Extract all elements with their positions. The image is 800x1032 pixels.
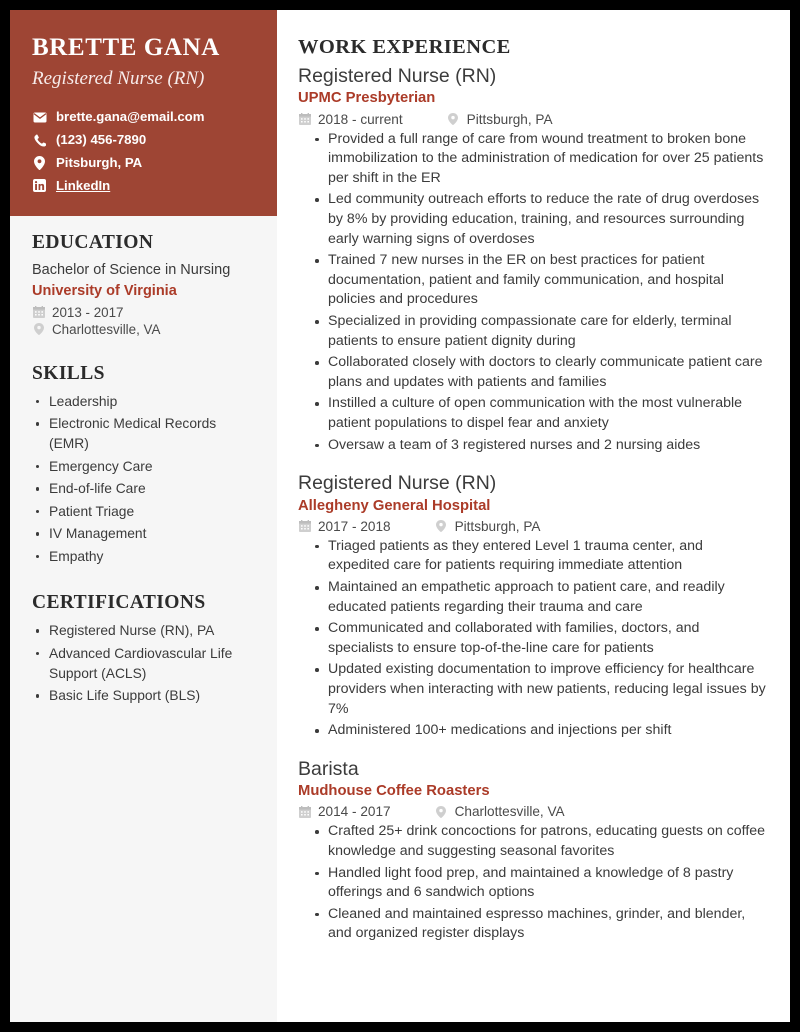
location-pin-icon: [435, 806, 448, 818]
calendar-icon: [298, 520, 311, 532]
contact-linkedin[interactable]: [32, 177, 255, 195]
job-organization: Allegheny General Hospital: [298, 497, 491, 514]
job-location-text: Charlottesville, VA: [454, 804, 565, 820]
list-item: Patient Triage: [32, 502, 255, 522]
contact-location: [32, 154, 255, 172]
job-organization: UPMC Presbyterian: [298, 90, 436, 107]
contact-phone[interactable]: [32, 131, 255, 149]
candidate-name: BRETTE GANA: [32, 34, 220, 61]
sidebar: [10, 10, 277, 1022]
job-dates: [298, 804, 391, 819]
job-meta: [298, 804, 766, 819]
list-item: Communicated and collaborated with families, doctors, and specialists to ensure top-of-the-line care for patients: [312, 619, 766, 658]
education-school: University of Virginia: [32, 283, 177, 300]
list-item: Electronic Medical Records (EMR): [32, 414, 255, 453]
job-entry: [298, 758, 766, 944]
job-dates-text: 2017 - 2018: [318, 518, 391, 534]
skills-section: [32, 363, 255, 567]
job-meta: [298, 112, 766, 127]
list-item: Crafted 25+ drink concoctions for patrons, educating guests on coffee knowledge and suggesting seasonal favorites: [312, 822, 766, 861]
calendar-icon: [298, 806, 311, 818]
calendar-icon: [298, 113, 311, 125]
job-location: [435, 804, 565, 819]
list-item: Handled light food prep, and maintained a knowledge of 8 pastry offerings and 6 sandwich options: [312, 864, 766, 903]
job-location-text: Pittsburgh, PA: [454, 518, 541, 534]
location-pin-icon: [435, 520, 448, 532]
identity-header: [10, 10, 277, 216]
list-item: Led community outreach efforts to reduce the rate of drug overdoses by 8% by providing education, training, and resources surrounding early warning signs of overdoses: [312, 190, 766, 249]
job-title: Barista: [298, 757, 359, 780]
education-dates: [32, 305, 255, 320]
education-dates-text: 2013 - 2017: [52, 304, 124, 320]
list-item: Basic Life Support (BLS): [32, 686, 255, 706]
certifications-list: [32, 621, 255, 705]
sidebar-body: [10, 216, 277, 706]
list-item: Triaged patients as they entered Level 1 trauma center, and expedited care for patients requiring immediate attention: [312, 537, 766, 576]
job-dates: [298, 112, 403, 127]
list-item: Leadership: [32, 392, 255, 412]
phone-icon: [32, 134, 47, 147]
job-meta: [298, 519, 766, 534]
job-location-text: Pittsburgh, PA: [466, 111, 553, 127]
job-entry: [298, 65, 766, 455]
list-item: Administered 100+ medications and injections per shift: [312, 721, 766, 741]
candidate-headline: Registered Nurse (RN): [32, 67, 205, 89]
location-pin-icon: [32, 323, 45, 335]
envelope-icon: [32, 112, 47, 123]
list-item: Updated existing documentation to improve efficiency for healthcare providers when interacting with new patients, reducing legal issues by 7%: [312, 660, 766, 719]
linkedin-icon: [32, 179, 47, 192]
list-item: Cleaned and maintained espresso machines, grinder, and blender, and organized register displays: [312, 905, 766, 944]
education-degree: Bachelor of Science in Nursing: [32, 262, 231, 278]
job-dates: [298, 519, 391, 534]
list-item: Oversaw a team of 3 registered nurses and 2 nursing aides: [312, 436, 766, 456]
job-title: Registered Nurse (RN): [298, 472, 497, 495]
certifications-section: [32, 592, 255, 705]
education-location-text: Charlottesville, VA: [52, 321, 161, 337]
work-experience-heading: WORK EXPERIENCE: [298, 36, 511, 58]
contact-email[interactable]: [32, 108, 255, 126]
list-item: Instilled a culture of open communication with the most vulnerable patient populations to dispel fear and anxiety: [312, 394, 766, 433]
list-item: End-of-life Care: [32, 479, 255, 499]
list-item: Collaborated closely with doctors to clearly communicate patient care plans and updates with patients and families: [312, 353, 766, 392]
location-pin-icon: [32, 156, 47, 170]
contact-location-text: Pitsburgh, PA: [56, 154, 143, 170]
resume-page: [10, 10, 790, 1022]
list-item: IV Management: [32, 524, 255, 544]
job-title: Registered Nurse (RN): [298, 65, 497, 87]
list-item: Specialized in providing compassionate care for elderly, terminal patients to ensure patient dignity during: [312, 312, 766, 351]
list-item: Trained 7 new nurses in the ER on best practices for patient documentation, patient and family communication, and hospital policies and procedures: [312, 251, 766, 310]
job-entry: [298, 472, 766, 741]
education-section: [32, 232, 255, 337]
education-location: [32, 322, 255, 337]
list-item: Empathy: [32, 547, 255, 567]
certifications-heading: CERTIFICATIONS: [32, 592, 206, 614]
list-item: Provided a full range of care from wound treatment to broken bone immobilization to the administration of medication for over 25 patients per shift in the ER: [312, 130, 766, 189]
list-item: Registered Nurse (RN), PA: [32, 621, 255, 641]
contact-linkedin-text[interactable]: LinkedIn: [56, 177, 111, 193]
contact-email-text: brette.gana@email.com: [56, 109, 205, 125]
job-dates-text: 2014 - 2017: [318, 804, 391, 820]
contact-phone-text: (123) 456-7890: [56, 132, 147, 148]
list-item: Maintained an empathetic approach to patient care, and readily educated patients regarding their trauma and care: [312, 578, 766, 617]
job-dates-text: 2018 - current: [318, 111, 403, 127]
job-location: [435, 519, 541, 534]
calendar-icon: [32, 306, 45, 318]
list-item: Advanced Cardiovascular Life Support (ACLS): [32, 644, 255, 683]
job-bullets: [298, 537, 766, 741]
job-location: [447, 112, 553, 127]
job-bullets: [298, 822, 766, 944]
skills-list: [32, 392, 255, 567]
location-pin-icon: [447, 113, 460, 125]
list-item: Emergency Care: [32, 457, 255, 477]
work-experience-column: [277, 10, 790, 1022]
skills-heading: SKILLS: [32, 362, 105, 384]
education-heading: EDUCATION: [32, 232, 154, 253]
job-organization: Mudhouse Coffee Roasters: [298, 783, 490, 800]
job-bullets: [298, 130, 766, 456]
